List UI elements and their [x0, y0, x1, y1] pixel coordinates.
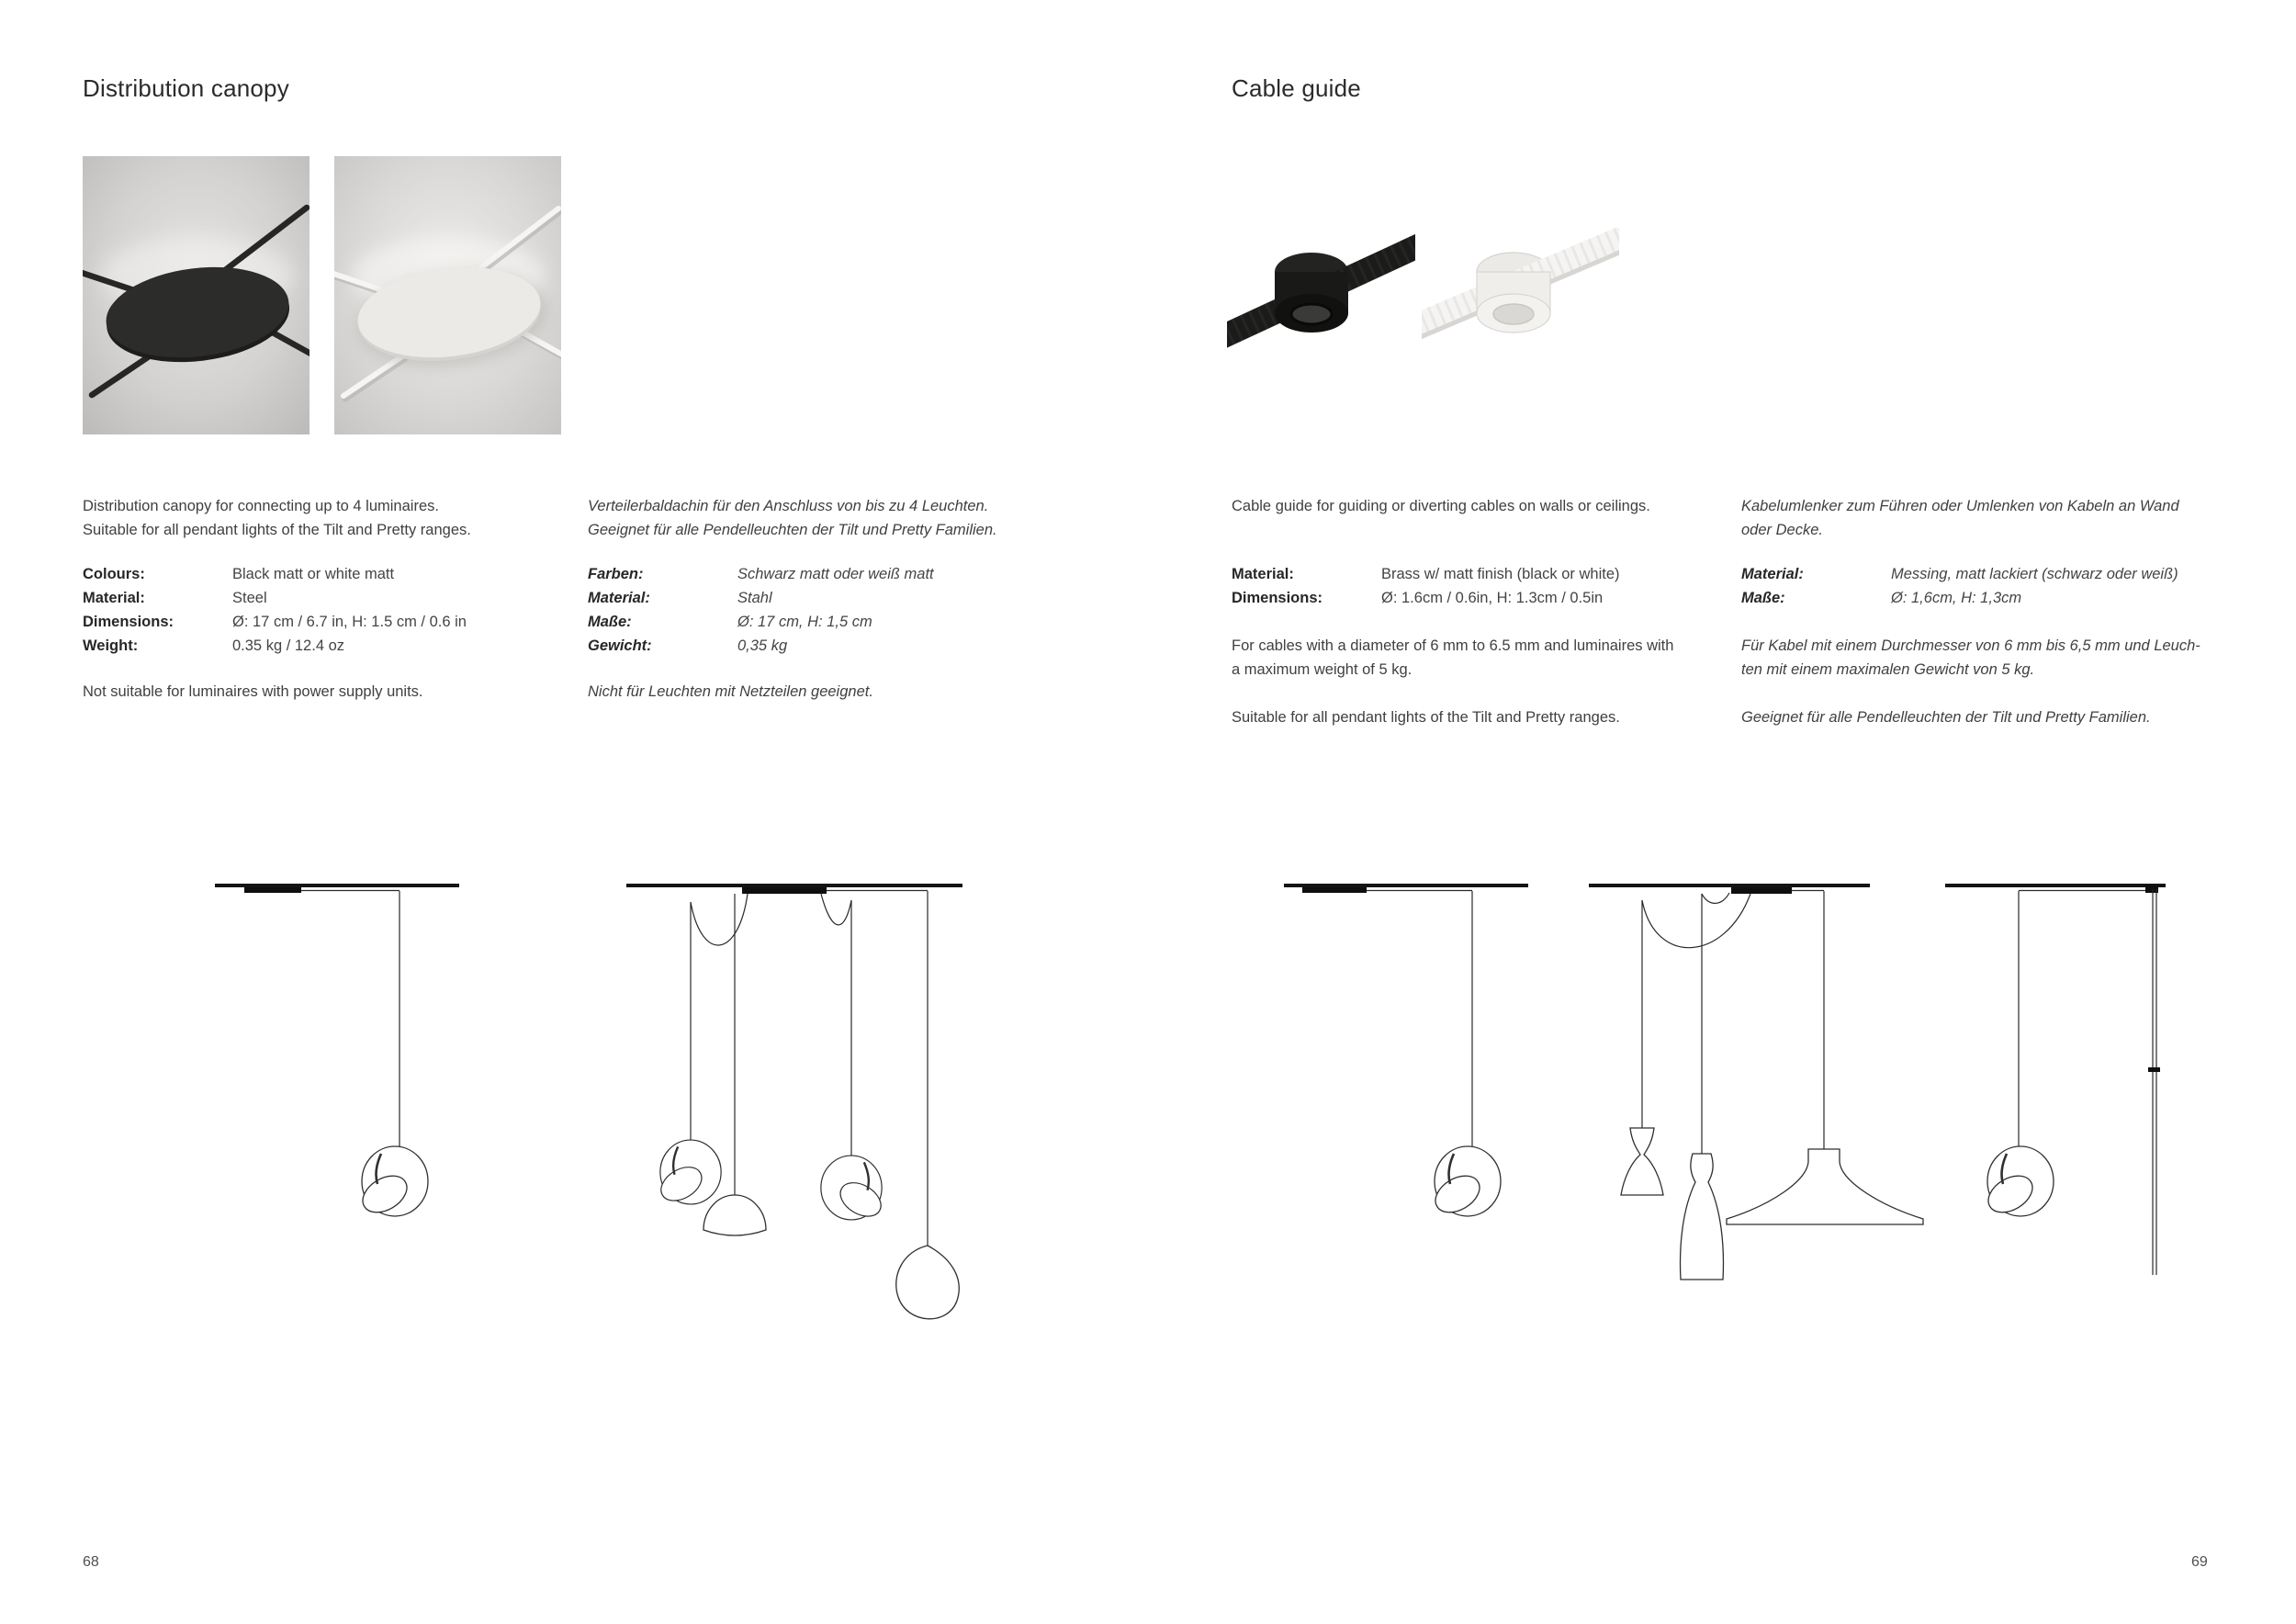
spec-row-material — [1741, 562, 2274, 586]
spec-value: 0.35 kg / 12.4 oz — [232, 637, 345, 654]
cable-guide-para-cables-de — [1741, 634, 2274, 705]
page-title-cable-guide: Cable guide — [1232, 74, 1361, 102]
spec-value: Ø: 1.6cm / 0.6in, H: 1.3cm / 0.5in — [1381, 590, 1604, 606]
spec-value: 0,35 kg — [737, 637, 788, 654]
photo-cable-guide-black — [1227, 219, 1415, 373]
spec-row-colours — [83, 562, 560, 586]
cable-guide-para-suitable-en: Suitable for all pendant lights of the Tilt and Pretty ranges. — [1232, 709, 1620, 726]
spec-value: Ø: 1,6cm, H: 1,3cm — [1891, 590, 2022, 606]
spec-row-masse — [588, 610, 1084, 634]
diagram-single-pendant-cable-guide — [1282, 878, 1530, 1236]
photo-cable-guide-white — [1422, 217, 1619, 371]
three-pendant-drawing — [1587, 878, 1945, 1319]
spec-label: Gewicht: — [588, 637, 652, 654]
cable-guide-para-cables-en — [1232, 634, 1728, 705]
spec-label: Dimensions: — [1232, 590, 1323, 606]
spec-row-masse — [1741, 586, 2274, 610]
canopy-specs-en — [83, 562, 560, 658]
canopy-text-en — [83, 494, 560, 704]
canopy-description-de — [588, 494, 1084, 562]
spec-label: Dimensions: — [83, 614, 174, 630]
diagram-four-pendant-canopy — [625, 878, 964, 1337]
diagram-three-pendant-cable-guide — [1587, 878, 1945, 1319]
paragraph-line: For cables with a diameter of 6 mm to 6.5 mm and luminaires with — [1232, 637, 1674, 654]
spec-label: Material: — [1741, 566, 1804, 582]
spec-value: Ø: 17 cm / 6.7 in, H: 1.5 cm / 0.6 in — [232, 614, 467, 630]
cable-guide-text-de — [1741, 494, 2274, 729]
spec-value: Brass w/ matt finish (black or white) — [1381, 566, 1620, 582]
spec-row-dimensions — [1232, 586, 1728, 610]
spec-value: Messing, matt lackiert (schwarz oder weiß) — [1891, 566, 2178, 582]
description-line: Geeignet für alle Pendelleuchten der Tilt und Pretty Familien. — [588, 522, 997, 538]
canopy-note-de: Nicht für Leuchten mit Netzteilen geeignet. — [588, 683, 873, 700]
spec-row-weight — [83, 634, 560, 658]
spec-label: Colours: — [83, 566, 145, 582]
spec-label: Farben: — [588, 566, 644, 582]
single-pendant-drawing — [1282, 878, 1530, 1236]
spec-value: Steel — [232, 590, 267, 606]
spec-row-material — [588, 586, 1084, 610]
page-title-distribution-canopy: Distribution canopy — [83, 74, 289, 102]
paragraph-line: Für Kabel mit einem Durchmesser von 6 mm bis 6,5 mm und Leuch- — [1741, 637, 2200, 654]
description-line: Kabelumlenker zum Führen oder Umlenken von Kabeln an Wand — [1741, 498, 2179, 514]
photo-canopy-white — [334, 156, 561, 434]
spec-label: Maße: — [588, 614, 632, 630]
four-pendant-drawing — [625, 878, 964, 1337]
spec-label: Material: — [588, 590, 650, 606]
spec-label: Material: — [1232, 566, 1294, 582]
diagram-single-pendant-canopy — [213, 878, 461, 1236]
description-line: Verteilerbaldachin für den Anschluss von bis zu 4 Leuchten. — [588, 498, 989, 514]
spec-label: Weight: — [83, 637, 139, 654]
spec-value: Ø: 17 cm, H: 1,5 cm — [737, 614, 872, 630]
description-line: Distribution canopy for connecting up to 4 luminaires. — [83, 498, 439, 514]
description-line: Cable guide for guiding or diverting cables on walls or ceilings. — [1232, 498, 1650, 514]
spec-row-material — [83, 586, 560, 610]
spec-value: Schwarz matt oder weiß matt — [737, 566, 934, 582]
page-number-left: 68 — [83, 1554, 99, 1570]
spec-label: Maße: — [1741, 590, 1785, 606]
spec-row-material — [1232, 562, 1728, 586]
canopy-text-de — [588, 494, 1084, 704]
cable-guide-para-suitable-de: Geeignet für alle Pendelleuchten der Tilt und Pretty Familien. — [1741, 709, 2151, 726]
spec-row-gewicht — [588, 634, 1084, 658]
canopy-specs-de — [588, 562, 1084, 658]
wall-cable-drawing — [1938, 878, 2177, 1282]
description-line: Suitable for all pendant lights of the Tilt and Pretty ranges. — [83, 522, 471, 538]
cable-guide-description-de — [1741, 494, 2274, 562]
canopy-note-en: Not suitable for luminaires with power supply units. — [83, 683, 423, 700]
cable-guide-white-image — [1422, 217, 1619, 371]
cable-guide-specs-en — [1232, 562, 1728, 634]
cable-guide-text-en — [1232, 494, 1728, 729]
paragraph-line: ten mit einem maximalen Gewicht von 5 kg. — [1741, 661, 2035, 678]
description-line: oder Decke. — [1741, 522, 1823, 538]
spec-value: Stahl — [737, 590, 772, 606]
spec-value: Black matt or white matt — [232, 566, 395, 582]
cable-guide-description-en — [1232, 494, 1728, 562]
cable-guide-black-image — [1227, 219, 1415, 373]
canopy-black-image — [83, 156, 310, 434]
diagram-wall-mounted-cable-guide — [1938, 878, 2177, 1282]
paragraph-line: a maximum weight of 5 kg. — [1232, 661, 1412, 678]
spec-row-farben — [588, 562, 1084, 586]
canopy-description-en — [83, 494, 560, 562]
photo-canopy-black — [83, 156, 310, 434]
canopy-white-image — [334, 156, 561, 434]
cable-guide-specs-de — [1741, 562, 2274, 634]
spec-label: Material: — [83, 590, 145, 606]
spec-row-dimensions — [83, 610, 560, 634]
page-number-right: 69 — [2191, 1554, 2208, 1570]
single-pendant-drawing — [213, 878, 461, 1236]
